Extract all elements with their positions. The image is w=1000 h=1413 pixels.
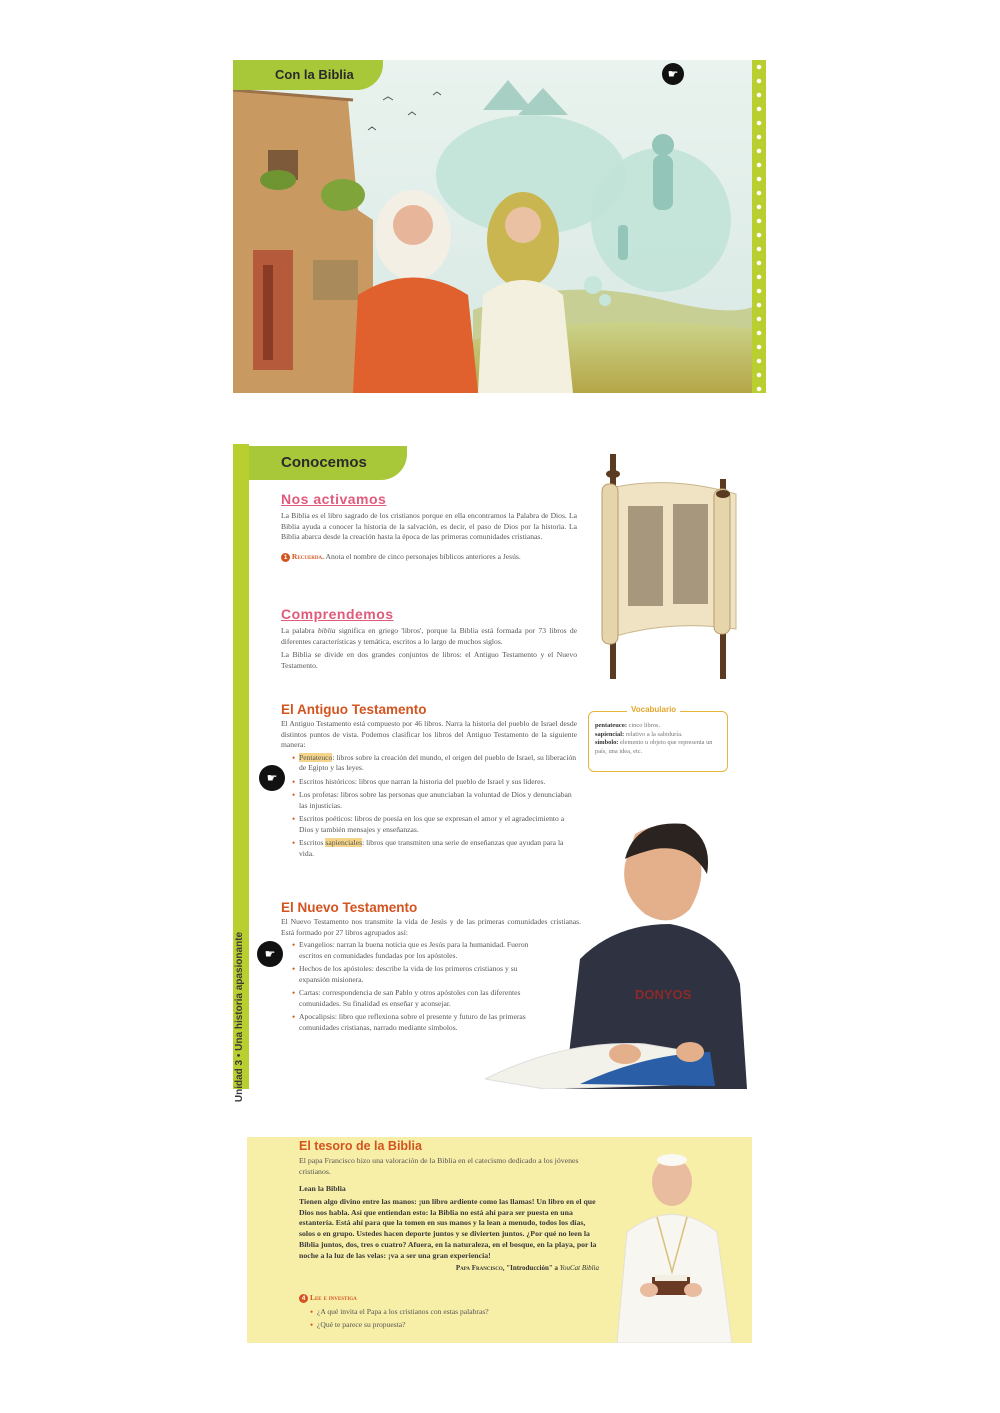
section-tab: Conocemos [249,446,407,480]
activity-4 [299,1293,599,1334]
comprendemos-text-2: La Biblia se divide en dos grandes conjuntos de libros: el Antiguo Testamento y el Nuevo Testamento. [281,650,577,670]
quote-block [299,1184,599,1273]
svg-text:DONYOS: DONYOS [635,987,692,1002]
list-item: • Hechos de los apóstoles: describe la vida de los primeros cristianos y su expansión misionera. [299,964,539,985]
tesoro-heading: El tesoro de la Biblia [299,1139,422,1153]
nuevo-intro: El Nuevo Testamento nos transmite la vida de Jesús y de las primeras comunidades cristianas. Está formado por 27 libros agrupados así: [281,917,581,937]
activamos-heading: Nos activamos [281,491,387,507]
list-item: • Escritos históricos: libros que narran la historia del pueblo de Israel y sus líderes. [299,777,577,788]
tesoro-intro: El papa Francisco hizo una valoración de la Biblia en el catecismo dedicado a los jóvenes cristianos. [299,1156,579,1176]
hand-pointer-icon[interactable]: ☛ [257,941,283,967]
list-item: • ¿Qué te parece su propuesta? [317,1320,599,1331]
comprendemos-block [281,606,577,671]
bible-scene-illustration [233,60,766,393]
question-list [299,1307,599,1331]
antiguo-heading: El Antiguo Testamento [281,702,427,717]
list-item: • Evangelios: narran la buena noticia que es Jesús para la humanidad. Fueron escritos en comunidades fundadas por los apóstoles. [299,940,539,961]
quote-text: Tienen algo divino entre las manos: ¡un libro ardiente como las llamas! Un libro en el que Dios nos habla. Así que entiendan esto: la Biblia no está ahí para ser puesta en una estantería. Está ahí para que la tomen en sus manos y la lean a menudo, todos los días, solos o en grupo. Ustedes hacen deporte juntos y se divierten juntos. ¿Por qué no leen la Biblia juntos, dos, tres o cuatro? Afuera, en la naturaleza, en el bosque, en la playa, por la noche a la luz de las velas: ¡va a ser una gran experiencia! [299,1196,597,1260]
activity-label: Lee e investiga [309,1293,357,1302]
activity-text: Anota el nombre de cinco personajes bíblicos anteriores a Jesús. [325,551,521,561]
activamos-block [281,491,577,562]
list-item: • Cartas: correspondencia de san Pablo y otros apóstoles con las diferentes comunidades. Su finalidad es enseñar y aconsejar. [299,988,539,1009]
vocabulary-box [588,705,728,772]
unit-label: Unidad 3 • Una historia apasionante [234,931,245,1103]
list-item: • Escritos poéticos: libros de poesía en los que se expresan el amor y el agradecimiento a Dios y también mensajes y enseñanzas. [299,814,577,835]
hand-pointer-icon[interactable]: ☛ [662,63,684,85]
activity-header [299,1293,599,1304]
vocab-entry: sapiencial: relativo a la sabiduría. [595,730,683,738]
boy-reading-photo [485,814,755,1089]
list-item: • ¿A qué invita el Papa a los cristianos con estas palabras? [317,1307,599,1318]
antiguo-intro: El Antiguo Testamento está compuesto por 46 libros. Narra la historia del pueblo de Israel desde distintos puntos de vista. Podemos clasificar los libros del Antiguo Testamento de la siguiente manera: [281,719,577,749]
section-tab: Con la Biblia [233,60,383,90]
dotted-border [752,60,766,393]
vocab-entry: símbolo: elemento u objeto que representa un país, una idea, etc. [595,739,713,755]
pope-photo [597,1142,747,1343]
activity-number: 4 [299,1294,308,1303]
tesoro-box [247,1137,752,1343]
activity-number: 1 [281,553,290,562]
quote-source: Papa Francisco, "Introducción" a YouCat Biblia [455,1263,599,1272]
illustration-panel [233,60,766,393]
list-item: • Pentateuco: libros sobre la creación del mundo, el origen del pueblo de Israel, su liberación de Egipto y las leyes. [299,753,577,774]
list-item: • Los profetas: libros sobre las personas que anunciaban la voluntad de Dios y denunciaban las injusticias. [299,790,577,811]
tesoro-intro-block [299,1156,599,1178]
hand-pointer-icon[interactable]: ☛ [259,765,285,791]
quote-subtitle: Lean la Biblia [299,1184,346,1193]
activamos-text: La Biblia es el libro sagrado de los cristianos porque en ella encontramos la Palabra de Dios. La Biblia ayuda a conocer la historia de la salvación, es decir, el paso de Dios por la historia. La Biblia abarca desde la creación hasta la época de las primeras comunidades cristianas. [281,511,577,541]
comprendemos-heading: Comprendemos [281,606,394,622]
vocab-entry: pentateuco: cinco libros. [595,722,661,729]
nuevo-heading: El Nuevo Testamento [281,900,418,915]
vocabulary-title: Vocabulario [627,705,680,714]
activity-1 [281,552,577,563]
list-item: • Escritos sapienciales: libros que transmiten una serie de enseñanzas que ayudan para la vida. [299,838,577,859]
torah-scroll-image [588,444,743,684]
comprendemos-text-1: La palabra biblia significa en griego 'libros', porque la Biblia está formada por 73 libros de diferentes características y temática, escritos a lo largo de muchos siglos. [281,626,577,646]
conocemos-section [233,444,766,1103]
activity-label: Recuerda. [291,551,325,561]
list-item: • Apocalipsis: libro que reflexiona sobre el presente y futuro de las primeras comunidades cristianas, narrado mediante símbolos. [299,1012,539,1033]
